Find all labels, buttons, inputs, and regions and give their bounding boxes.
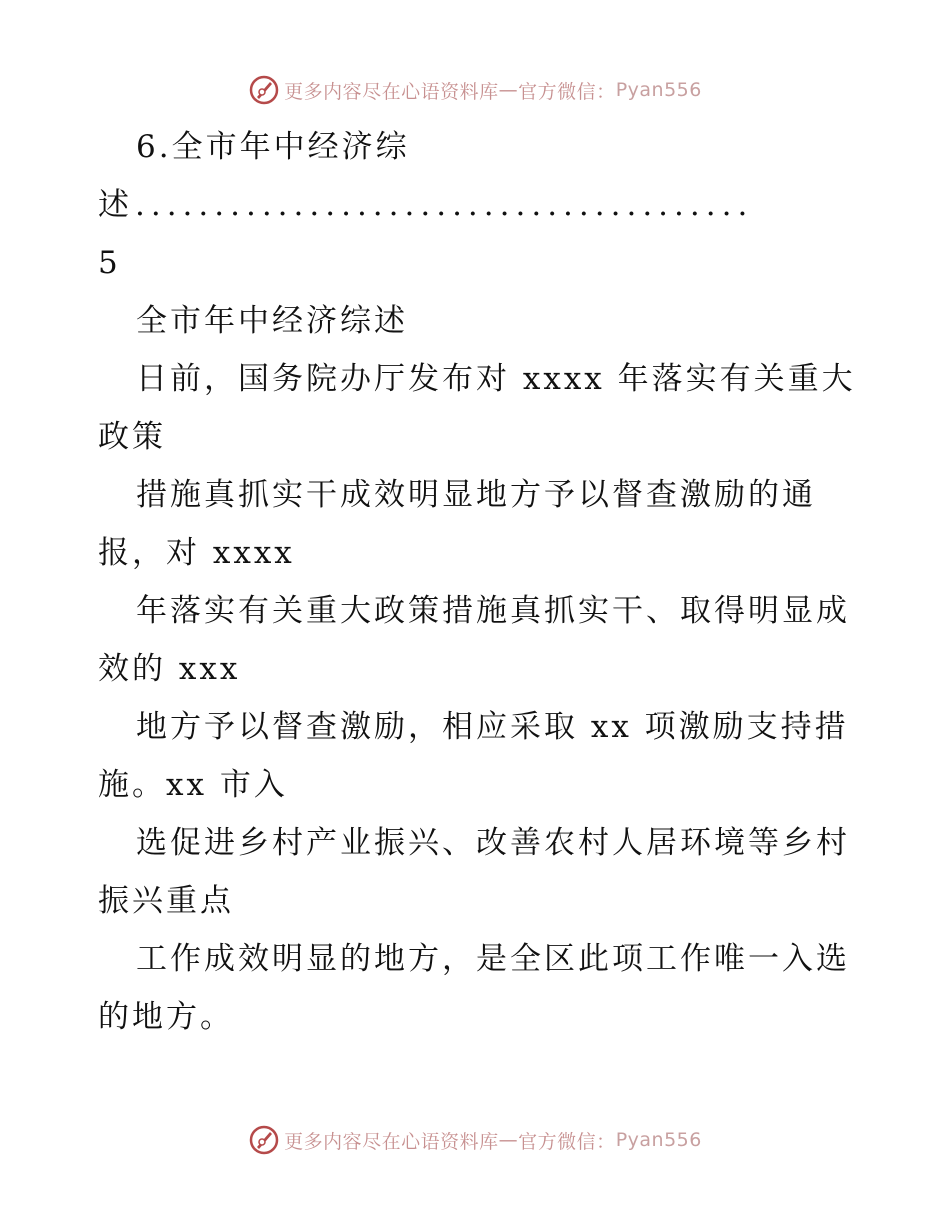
paragraph-line: 措施真抓实干成效明显地方予以督查激励的通: [136, 477, 816, 513]
paragraph-line: 报，对 xxxx: [98, 535, 295, 571]
section-title: 全市年中经济综述: [136, 303, 408, 339]
toc-entry-leader: 述.......................................: [98, 187, 754, 223]
footer-watermark: [0, 1122, 950, 1158]
paragraph-line: 年落实有关重大政策措施真抓实干、取得明显成: [136, 593, 850, 629]
paragraph-line: 的地方。: [98, 999, 234, 1035]
watermark-text: 更多内容尽在心语资料库: [284, 1130, 499, 1153]
quill-logo-icon: [248, 1124, 280, 1156]
document-body: [98, 118, 858, 1046]
paragraph-line: 政策: [98, 419, 166, 455]
watermark-wechat-label: 官方微信：: [518, 80, 616, 103]
header-watermark: [0, 72, 950, 108]
paragraph-line: 日前，国务院办厅发布对 xxxx 年落实有关重大: [136, 361, 856, 397]
watermark-text: 更多内容尽在心语资料库: [284, 80, 499, 103]
watermark-wechat-label: 官方微信：: [518, 1130, 616, 1153]
paragraph-line: 效的 xxx: [98, 651, 241, 687]
toc-entry-title: 6.全市年中经济综: [136, 129, 410, 165]
paragraph-line: 振兴重点: [98, 883, 234, 919]
watermark-wechat-id: Pyan556: [615, 1129, 702, 1151]
watermark-wechat-id: Pyan556: [615, 79, 702, 101]
paragraph-line: 工作成效明显的地方，是全区此项工作唯一入选: [136, 941, 850, 977]
watermark-separator: —: [498, 1129, 519, 1151]
toc-entry-page-number: 5: [98, 245, 121, 281]
paragraph-line: 地方予以督查激励，相应采取 xx 项激励支持措: [136, 709, 849, 745]
quill-logo-icon: [248, 74, 280, 106]
paragraph-line: 施。xx 市入: [98, 767, 288, 803]
paragraph-line: 选促进乡村产业振兴、改善农村人居环境等乡村: [136, 825, 850, 861]
watermark-separator: —: [498, 79, 519, 101]
